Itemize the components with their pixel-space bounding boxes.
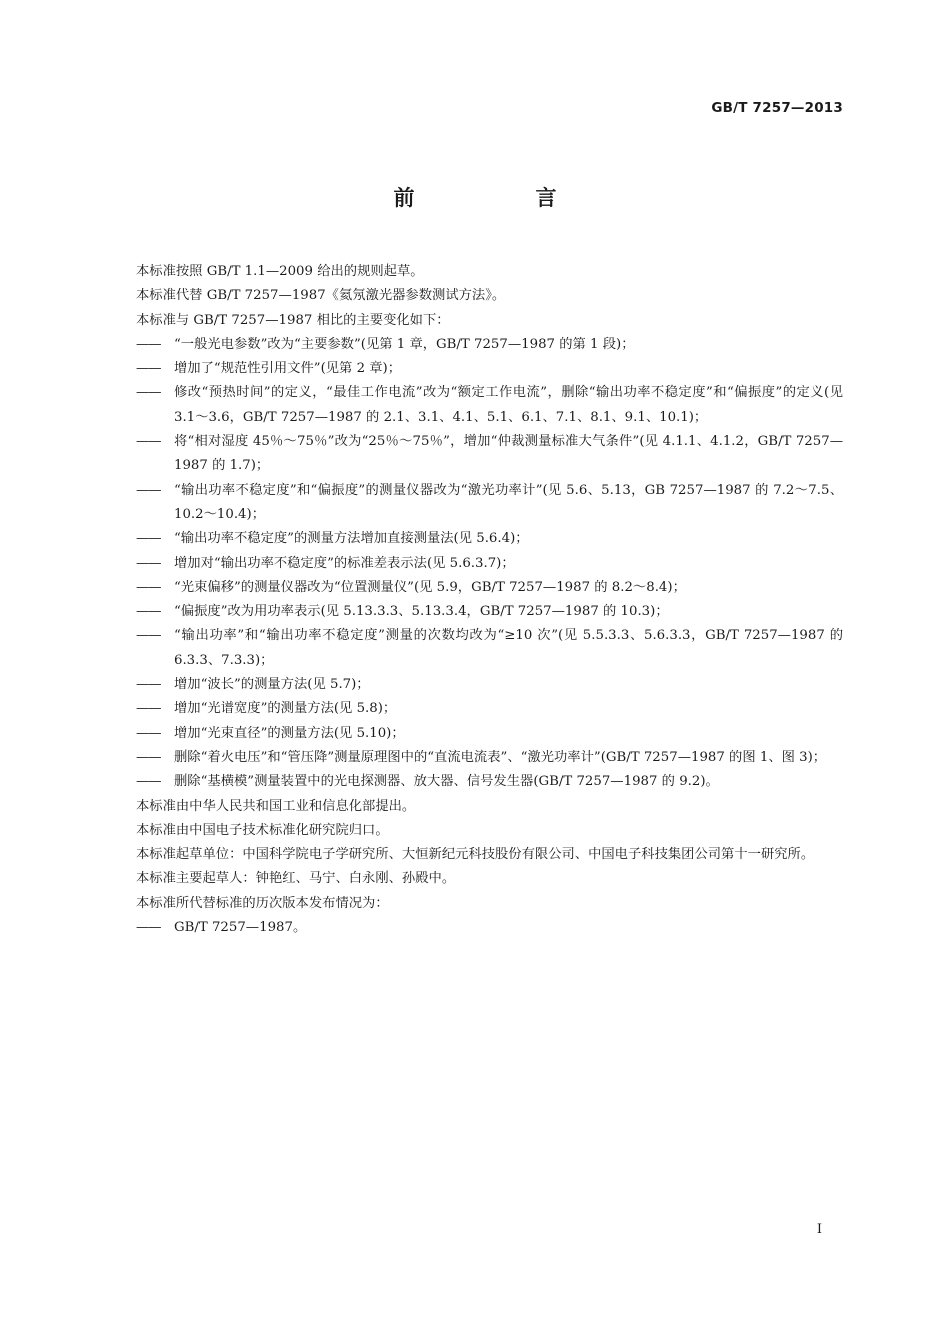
list-item	[108, 552, 843, 576]
list-dash: ——	[136, 677, 161, 693]
list-item-text: “光束偏移”的测量仪器改为“位置测量仪”(见 5.9，GB/T 7257—1987 的 8.2～8.4)；	[174, 579, 686, 595]
list-dash: ——	[136, 725, 161, 741]
list-item	[108, 770, 843, 794]
list-dash: ——	[136, 628, 161, 644]
list-item-text: 修改“预热时间”的定义，“最佳工作电流”改为“额定工作电流”，删除“输出功率不稳定度”和“偏振度”的定义(见 3.1～3.6，GB/T 7257—1987 的 2.1、3.1、4.1、5.1、6.1、7.1、8.1、9.1、10.1)；	[174, 385, 843, 425]
list-item-text: “输出功率”和“输出功率不稳定度”测量的次数均改为“≥10 次”(见 5.5.3.3、5.6.3.3，GB/T 7257—1987 的 6.3.3、7.3.3)；	[174, 628, 843, 668]
paragraph-changes-intro: 本标准与 GB/T 7257—1987 相比的主要变化如下：	[136, 312, 450, 328]
list-item	[108, 624, 843, 673]
list-item-text: 将“相对湿度 45％～75％”改为“25％～75％”，增加“仲裁测量标准大气条件”(见 4.1.1、4.1.2，GB/T 7257—1987 的 1.7)；	[174, 434, 843, 474]
list-item-text: “输出功率不稳定度”和“偏振度”的测量仪器改为“激光功率计”(见 5.6、5.13，GB 7257—1987 的 7.2～7.5、10.2～10.4)；	[174, 482, 843, 522]
list-dash: ——	[136, 482, 161, 498]
list-dash: ——	[136, 385, 161, 401]
list-dash: ——	[136, 920, 161, 936]
list-dash: ——	[136, 336, 161, 352]
list-item-text: 增加对“输出功率不稳定度”的标准差表示法(见 5.6.3.7)；	[174, 555, 515, 571]
list-dash: ——	[136, 701, 161, 717]
list-item-text: “输出功率不稳定度”的测量方法增加直接测量法(见 5.6.4)；	[174, 531, 529, 547]
list-item	[108, 527, 843, 551]
list-item-text: 增加“波长”的测量方法(见 5.7)；	[174, 677, 370, 693]
paragraph-managed-by: 本标准由中国电子技术标准化研究院归口。	[136, 822, 389, 838]
list-item-text: 删除“基横模”测量装置中的光电探测器、放大器、信号发生器(GB/T 7257—1987 的 9.2)。	[174, 774, 719, 790]
list-item-text: 增加“光谱宽度”的测量方法(见 5.8)；	[174, 701, 397, 717]
list-item	[108, 673, 843, 697]
paragraph-proposed-by: 本标准由中华人民共和国工业和信息化部提出。	[136, 798, 416, 814]
list-item	[108, 430, 843, 479]
list-item	[108, 600, 843, 624]
list-item	[108, 381, 843, 430]
standard-code: GB/T 7257—2013	[711, 100, 843, 116]
list-item	[108, 479, 843, 528]
list-dash: ——	[136, 555, 161, 571]
list-item-text: 增加了“规范性引用文件”(见第 2 章)；	[174, 361, 402, 377]
list-dash: ——	[136, 774, 161, 790]
list-item	[108, 357, 843, 381]
list-item-text: “一般光电参数”改为“主要参数”(见第 1 章，GB/T 7257—1987 的第 1 段)；	[174, 336, 635, 352]
list-dash: ——	[136, 361, 161, 377]
paragraph-drafting-units: 本标准起草单位：中国科学院电子学研究所、大恒新纪元科技股份有限公司、中国电子科技集团公司第十一研究所。	[136, 847, 815, 863]
list-dash: ——	[136, 579, 161, 595]
changes-list	[108, 333, 843, 795]
list-item	[108, 916, 843, 940]
foreword-body	[108, 260, 843, 940]
list-dash: ——	[136, 604, 161, 620]
list-item	[108, 697, 843, 721]
page-number: I	[816, 1222, 822, 1237]
list-dash: ——	[136, 434, 161, 450]
list-item-text: “偏振度”改为用功率表示(见 5.13.3.3、5.13.3.4，GB/T 7257—1987 的 10.3)；	[174, 604, 669, 620]
page-title: 前 言	[393, 186, 607, 210]
list-item-text: 增加“光束直径”的测量方法(见 5.10)；	[174, 725, 405, 741]
paragraph-drafters: 本标准主要起草人：钟艳红、马宁、白永刚、孙殿中。	[136, 871, 456, 887]
history-list	[108, 916, 843, 940]
paragraph-history-intro: 本标准所代替标准的历次版本发布情况为：	[136, 895, 389, 911]
list-item-text: GB/T 7257—1987。	[174, 920, 307, 936]
list-item-text: 删除“着火电压”和“管压降”测量原理图中的“直流电流表”、“激光功率计”(GB/T 7257—1987 的图 1、图 3)；	[174, 749, 827, 765]
paragraph-replaces: 本标准代替 GB/T 7257—1987《氦氖激光器参数测试方法》。	[136, 288, 506, 304]
list-item	[108, 333, 843, 357]
list-item	[108, 746, 843, 770]
list-item	[108, 722, 843, 746]
paragraph-drafting-rules: 本标准按照 GB/T 1.1—2009 给出的规则起草。	[136, 264, 424, 279]
list-dash: ——	[136, 531, 161, 547]
list-dash: ——	[136, 749, 161, 765]
list-item	[108, 576, 843, 600]
